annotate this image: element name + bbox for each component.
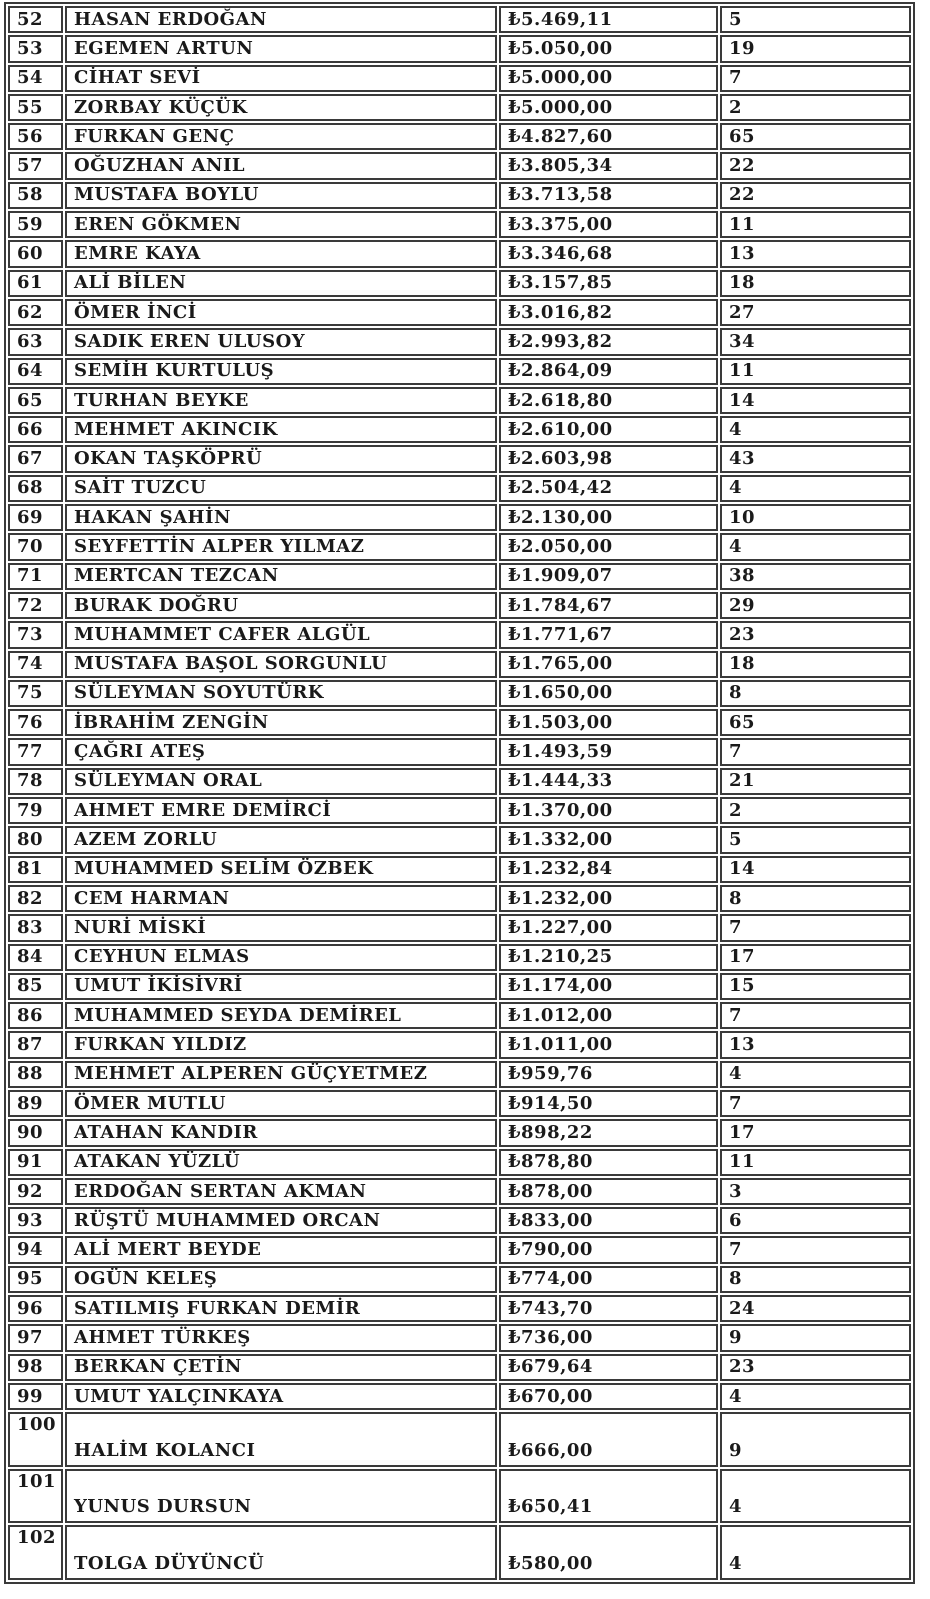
amount-cell: ₺3.346,68 — [499, 240, 718, 267]
table-row — [8, 211, 911, 238]
amount-cell: ₺743,70 — [499, 1295, 718, 1322]
name-cell: FURKAN YILDIZ — [65, 1031, 497, 1058]
amount-cell: ₺1.444,33 — [499, 768, 718, 795]
count-cell: 5 — [720, 826, 911, 853]
table-row — [8, 973, 911, 1000]
count-cell: 4 — [720, 1469, 911, 1524]
amount-cell: ₺1.765,00 — [499, 651, 718, 678]
count-cell: 4 — [720, 1061, 911, 1088]
table-row — [8, 738, 911, 765]
name-cell: MUHAMMET CAFER ALGÜL — [65, 621, 497, 648]
table-row — [8, 358, 911, 385]
count-cell: 11 — [720, 358, 911, 385]
table-row — [8, 1119, 911, 1146]
table-row — [8, 299, 911, 326]
amount-cell: ₺2.504,42 — [499, 475, 718, 502]
rank-cell: 68 — [8, 475, 63, 502]
count-cell: 6 — [720, 1207, 911, 1234]
name-cell: CİHAT SEVİ — [65, 65, 497, 92]
rank-cell: 77 — [8, 738, 63, 765]
count-cell: 3 — [720, 1178, 911, 1205]
count-cell: 4 — [720, 475, 911, 502]
amount-cell: ₺650,41 — [499, 1469, 718, 1524]
amount-cell: ₺1.370,00 — [499, 797, 718, 824]
count-cell: 23 — [720, 621, 911, 648]
table-row — [8, 680, 911, 707]
count-cell: 14 — [720, 856, 911, 883]
rank-cell: 56 — [8, 123, 63, 150]
count-cell: 38 — [720, 563, 911, 590]
count-cell: 29 — [720, 592, 911, 619]
count-cell: 7 — [720, 1002, 911, 1029]
amount-cell: ₺1.227,00 — [499, 914, 718, 941]
name-cell: SADIK EREN ULUSOY — [65, 328, 497, 355]
count-cell: 8 — [720, 1266, 911, 1293]
name-cell: CEYHUN ELMAS — [65, 944, 497, 971]
name-cell: EGEMEN ARTUN — [65, 35, 497, 62]
name-cell: RÜŞTÜ MUHAMMED ORCAN — [65, 1207, 497, 1234]
name-cell: ÖMER MUTLU — [65, 1090, 497, 1117]
name-cell: SAİT TUZCU — [65, 475, 497, 502]
name-cell: ERDOĞAN SERTAN AKMAN — [65, 1178, 497, 1205]
amount-cell: ₺1.493,59 — [499, 738, 718, 765]
count-cell: 19 — [720, 35, 911, 62]
count-cell: 7 — [720, 914, 911, 941]
table-row — [8, 240, 911, 267]
name-cell: HAKAN ŞAHİN — [65, 504, 497, 531]
amount-cell: ₺2.603,98 — [499, 445, 718, 472]
table-row — [8, 768, 911, 795]
table-row — [8, 1412, 911, 1467]
rank-cell: 83 — [8, 914, 63, 941]
amount-cell: ₺2.130,00 — [499, 504, 718, 531]
amount-cell: ₺3.016,82 — [499, 299, 718, 326]
amount-cell: ₺2.993,82 — [499, 328, 718, 355]
name-cell: SÜLEYMAN SOYUTÜRK — [65, 680, 497, 707]
table-row — [8, 416, 911, 443]
table-row — [8, 475, 911, 502]
rank-cell: 66 — [8, 416, 63, 443]
rank-cell: 96 — [8, 1295, 63, 1322]
table-row — [8, 797, 911, 824]
rank-cell: 100 — [8, 1412, 63, 1467]
name-cell: MEHMET ALPEREN GÜÇYETMEZ — [65, 1061, 497, 1088]
rank-cell: 86 — [8, 1002, 63, 1029]
rank-cell: 101 — [8, 1469, 63, 1524]
amount-cell: ₺1.210,25 — [499, 944, 718, 971]
table-row — [8, 65, 911, 92]
amount-cell: ₺5.469,11 — [499, 6, 718, 33]
table-row — [8, 1002, 911, 1029]
rank-cell: 59 — [8, 211, 63, 238]
rank-cell: 102 — [8, 1525, 63, 1580]
count-cell: 22 — [720, 152, 911, 179]
table-row — [8, 152, 911, 179]
table-row — [8, 1149, 911, 1176]
table-row — [8, 1031, 911, 1058]
table-row — [8, 592, 911, 619]
amount-cell: ₺878,80 — [499, 1149, 718, 1176]
table-row — [8, 1469, 911, 1524]
name-cell: ZORBAY KÜÇÜK — [65, 94, 497, 121]
amount-cell: ₺790,00 — [499, 1236, 718, 1263]
name-cell: İBRAHİM ZENGİN — [65, 709, 497, 736]
table-row — [8, 1295, 911, 1322]
rank-cell: 84 — [8, 944, 63, 971]
count-cell: 34 — [720, 328, 911, 355]
table-row — [8, 35, 911, 62]
rank-cell: 55 — [8, 94, 63, 121]
name-cell: OKAN TAŞKÖPRÜ — [65, 445, 497, 472]
rank-cell: 85 — [8, 973, 63, 1000]
count-cell: 17 — [720, 944, 911, 971]
name-cell: BERKAN ÇETİN — [65, 1354, 497, 1381]
count-cell: 4 — [720, 416, 911, 443]
rank-cell: 95 — [8, 1266, 63, 1293]
table-row — [8, 123, 911, 150]
rank-cell: 99 — [8, 1383, 63, 1410]
table-row — [8, 709, 911, 736]
name-cell: ATAHAN KANDIR — [65, 1119, 497, 1146]
table-row — [8, 885, 911, 912]
rank-cell: 82 — [8, 885, 63, 912]
table-row — [8, 651, 911, 678]
count-cell: 14 — [720, 387, 911, 414]
amount-cell: ₺3.805,34 — [499, 152, 718, 179]
count-cell: 27 — [720, 299, 911, 326]
name-cell: SATILMIŞ FURKAN DEMİR — [65, 1295, 497, 1322]
name-cell: BURAK DOĞRU — [65, 592, 497, 619]
name-cell: OĞUZHAN ANIL — [65, 152, 497, 179]
name-cell: MUHAMMED SEYDA DEMİREL — [65, 1002, 497, 1029]
count-cell: 10 — [720, 504, 911, 531]
count-cell: 7 — [720, 65, 911, 92]
amount-cell: ₺580,00 — [499, 1525, 718, 1580]
rank-cell: 94 — [8, 1236, 63, 1263]
name-cell: SEMİH KURTULUŞ — [65, 358, 497, 385]
amount-cell: ₺679,64 — [499, 1354, 718, 1381]
ranking-table-body — [8, 6, 911, 1580]
count-cell: 13 — [720, 240, 911, 267]
table-row — [8, 1354, 911, 1381]
count-cell: 18 — [720, 270, 911, 297]
rank-cell: 70 — [8, 533, 63, 560]
name-cell: TURHAN BEYKE — [65, 387, 497, 414]
rank-cell: 90 — [8, 1119, 63, 1146]
table-row — [8, 1324, 911, 1351]
count-cell: 8 — [720, 680, 911, 707]
table-row — [8, 1090, 911, 1117]
name-cell: ATAKAN YÜZLÜ — [65, 1149, 497, 1176]
table-row — [8, 944, 911, 971]
name-cell: FURKAN GENÇ — [65, 123, 497, 150]
rank-cell: 81 — [8, 856, 63, 883]
table-row — [8, 1383, 911, 1410]
rank-cell: 72 — [8, 592, 63, 619]
table-row — [8, 533, 911, 560]
rank-cell: 76 — [8, 709, 63, 736]
amount-cell: ₺1.332,00 — [499, 826, 718, 853]
rank-cell: 98 — [8, 1354, 63, 1381]
amount-cell: ₺5.000,00 — [499, 65, 718, 92]
table-row — [8, 1525, 911, 1580]
name-cell: CEM HARMAN — [65, 885, 497, 912]
count-cell: 2 — [720, 797, 911, 824]
amount-cell: ₺1.503,00 — [499, 709, 718, 736]
count-cell: 2 — [720, 94, 911, 121]
amount-cell: ₺1.771,67 — [499, 621, 718, 648]
amount-cell: ₺2.050,00 — [499, 533, 718, 560]
table-row — [8, 504, 911, 531]
rank-cell: 73 — [8, 621, 63, 648]
name-cell: AHMET TÜRKEŞ — [65, 1324, 497, 1351]
amount-cell: ₺3.157,85 — [499, 270, 718, 297]
name-cell: ÖMER İNCİ — [65, 299, 497, 326]
amount-cell: ₺3.713,58 — [499, 182, 718, 209]
table-row — [8, 856, 911, 883]
table-row — [8, 6, 911, 33]
name-cell: ALİ BİLEN — [65, 270, 497, 297]
count-cell: 22 — [720, 182, 911, 209]
table-row — [8, 270, 911, 297]
document-sheet — [4, 2, 915, 1584]
rank-cell: 75 — [8, 680, 63, 707]
rank-cell: 88 — [8, 1061, 63, 1088]
amount-cell: ₺1.232,84 — [499, 856, 718, 883]
table-row — [8, 445, 911, 472]
name-cell: OGÜN KELEŞ — [65, 1266, 497, 1293]
amount-cell: ₺2.610,00 — [499, 416, 718, 443]
count-cell: 43 — [720, 445, 911, 472]
table-row — [8, 1207, 911, 1234]
rank-cell: 64 — [8, 358, 63, 385]
rank-cell: 71 — [8, 563, 63, 590]
rank-cell: 62 — [8, 299, 63, 326]
count-cell: 18 — [720, 651, 911, 678]
amount-cell: ₺878,00 — [499, 1178, 718, 1205]
count-cell: 7 — [720, 1236, 911, 1263]
rank-cell: 65 — [8, 387, 63, 414]
amount-cell: ₺898,22 — [499, 1119, 718, 1146]
amount-cell: ₺2.618,80 — [499, 387, 718, 414]
amount-cell: ₺774,00 — [499, 1266, 718, 1293]
name-cell: MERTCAN TEZCAN — [65, 563, 497, 590]
amount-cell: ₺1.650,00 — [499, 680, 718, 707]
amount-cell: ₺959,76 — [499, 1061, 718, 1088]
name-cell: MEHMET AKINCIK — [65, 416, 497, 443]
rank-cell: 54 — [8, 65, 63, 92]
table-row — [8, 563, 911, 590]
rank-cell: 93 — [8, 1207, 63, 1234]
name-cell: MUSTAFA BAŞOL SORGUNLU — [65, 651, 497, 678]
amount-cell: ₺4.827,60 — [499, 123, 718, 150]
count-cell: 21 — [720, 768, 911, 795]
rank-cell: 89 — [8, 1090, 63, 1117]
name-cell: SÜLEYMAN ORAL — [65, 768, 497, 795]
name-cell: UMUT İKİSİVRİ — [65, 973, 497, 1000]
name-cell: MUHAMMED SELİM ÖZBEK — [65, 856, 497, 883]
name-cell: MUSTAFA BOYLU — [65, 182, 497, 209]
table-row — [8, 387, 911, 414]
amount-cell: ₺1.909,07 — [499, 563, 718, 590]
rank-cell: 53 — [8, 35, 63, 62]
count-cell: 9 — [720, 1324, 911, 1351]
table-row — [8, 328, 911, 355]
name-cell: UMUT YALÇINKAYA — [65, 1383, 497, 1410]
table-row — [8, 914, 911, 941]
amount-cell: ₺5.050,00 — [499, 35, 718, 62]
amount-cell: ₺3.375,00 — [499, 211, 718, 238]
table-row — [8, 1178, 911, 1205]
amount-cell: ₺736,00 — [499, 1324, 718, 1351]
rank-cell: 61 — [8, 270, 63, 297]
name-cell: SEYFETTİN ALPER YILMAZ — [65, 533, 497, 560]
name-cell: YUNUS DURSUN — [65, 1469, 497, 1524]
count-cell: 9 — [720, 1412, 911, 1467]
count-cell: 24 — [720, 1295, 911, 1322]
count-cell: 7 — [720, 738, 911, 765]
rank-cell: 58 — [8, 182, 63, 209]
table-row — [8, 621, 911, 648]
rank-cell: 57 — [8, 152, 63, 179]
amount-cell: ₺1.012,00 — [499, 1002, 718, 1029]
amount-cell: ₺914,50 — [499, 1090, 718, 1117]
count-cell: 15 — [720, 973, 911, 1000]
count-cell: 65 — [720, 709, 911, 736]
rank-cell: 52 — [8, 6, 63, 33]
amount-cell: ₺1.174,00 — [499, 973, 718, 1000]
rank-cell: 87 — [8, 1031, 63, 1058]
count-cell: 23 — [720, 1354, 911, 1381]
name-cell: EREN GÖKMEN — [65, 211, 497, 238]
amount-cell: ₺666,00 — [499, 1412, 718, 1467]
name-cell: TOLGA DÜYÜNCÜ — [65, 1525, 497, 1580]
amount-cell: ₺1.011,00 — [499, 1031, 718, 1058]
rank-cell: 92 — [8, 1178, 63, 1205]
rank-cell: 63 — [8, 328, 63, 355]
count-cell: 5 — [720, 6, 911, 33]
rank-cell: 69 — [8, 504, 63, 531]
rank-cell: 74 — [8, 651, 63, 678]
count-cell: 4 — [720, 1383, 911, 1410]
rank-cell: 67 — [8, 445, 63, 472]
count-cell: 7 — [720, 1090, 911, 1117]
count-cell: 4 — [720, 533, 911, 560]
count-cell: 17 — [720, 1119, 911, 1146]
table-row — [8, 182, 911, 209]
name-cell: AHMET EMRE DEMİRCİ — [65, 797, 497, 824]
rank-cell: 80 — [8, 826, 63, 853]
table-row — [8, 1061, 911, 1088]
name-cell: ÇAĞRI ATEŞ — [65, 738, 497, 765]
rank-cell: 97 — [8, 1324, 63, 1351]
name-cell: NURİ MİSKİ — [65, 914, 497, 941]
name-cell: ALİ MERT BEYDE — [65, 1236, 497, 1263]
name-cell: HALİM KOLANCI — [65, 1412, 497, 1467]
table-row — [8, 826, 911, 853]
count-cell: 65 — [720, 123, 911, 150]
amount-cell: ₺670,00 — [499, 1383, 718, 1410]
amount-cell: ₺1.784,67 — [499, 592, 718, 619]
name-cell: HASAN ERDOĞAN — [65, 6, 497, 33]
name-cell: EMRE KAYA — [65, 240, 497, 267]
count-cell: 4 — [720, 1525, 911, 1580]
count-cell: 11 — [720, 211, 911, 238]
rank-cell: 60 — [8, 240, 63, 267]
count-cell: 8 — [720, 885, 911, 912]
rank-cell: 78 — [8, 768, 63, 795]
table-row — [8, 94, 911, 121]
table-row — [8, 1236, 911, 1263]
rank-cell: 91 — [8, 1149, 63, 1176]
ranking-table — [4, 2, 915, 1584]
count-cell: 11 — [720, 1149, 911, 1176]
count-cell: 13 — [720, 1031, 911, 1058]
amount-cell: ₺833,00 — [499, 1207, 718, 1234]
table-row — [8, 1266, 911, 1293]
amount-cell: ₺1.232,00 — [499, 885, 718, 912]
amount-cell: ₺2.864,09 — [499, 358, 718, 385]
rank-cell: 79 — [8, 797, 63, 824]
amount-cell: ₺5.000,00 — [499, 94, 718, 121]
name-cell: AZEM ZORLU — [65, 826, 497, 853]
